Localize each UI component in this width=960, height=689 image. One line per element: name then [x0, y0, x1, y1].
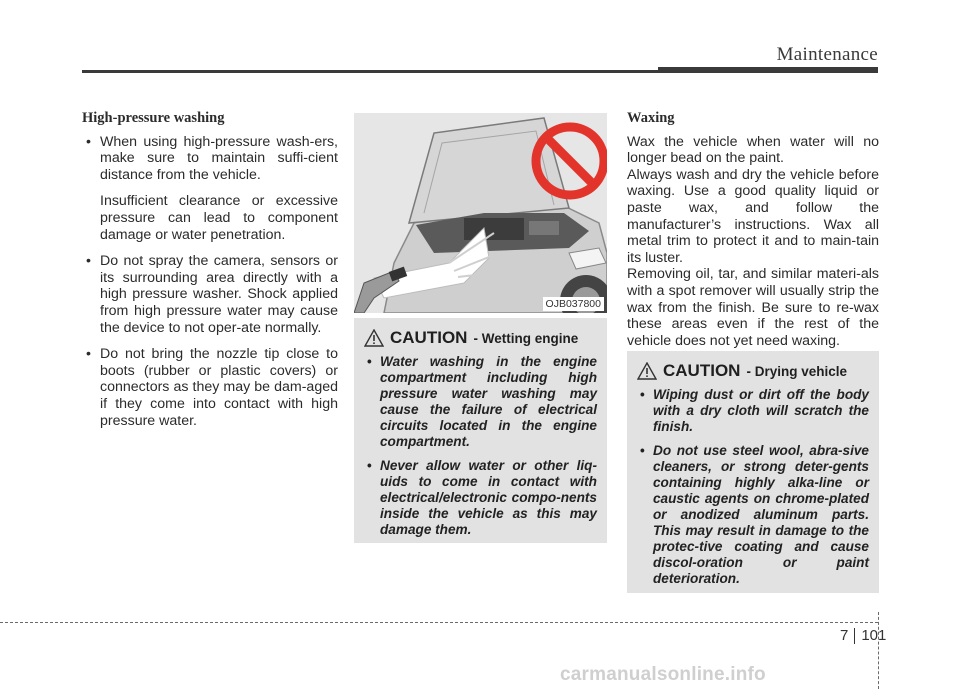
section-heading-waxing: Waxing — [627, 110, 675, 126]
bullet-paragraph: • Do not bring the nozzle tip close to boots (rubber or plastic covers) or connectors as they may be dam-aged if they come into contact with high pressure water. — [100, 346, 338, 429]
caution-label: CAUTION — [663, 361, 741, 380]
list-item — [82, 346, 338, 429]
section-heading-high-pressure: High-pressure washing — [82, 110, 225, 126]
list-item — [82, 253, 338, 336]
caution-label: CAUTION — [390, 328, 468, 347]
header-rule-thick — [658, 67, 878, 73]
figure-code: OJB037800 — [543, 297, 604, 311]
paragraph: Always wash and dry the vehicle before waxing. Use a good quality liquid or paste wax, and follow the manufacturer’s instructions. Wax all metal trim to protect it and to main-tain its luster. — [627, 166, 879, 266]
left-column — [82, 110, 338, 439]
warning-triangle-icon — [637, 362, 657, 380]
caution-list — [637, 387, 869, 587]
list-item: • Wiping dust or dirt off the body with a dry cloth will scratch the finish. — [637, 387, 869, 435]
caution-subtitle: - Drying vehicle — [746, 363, 847, 379]
caution-header — [637, 361, 869, 381]
warning-triangle-icon — [364, 329, 384, 347]
caution-subtitle: - Wetting engine — [473, 330, 579, 346]
footer-rule — [0, 622, 878, 623]
caution-box-drying-vehicle — [627, 351, 879, 593]
chapter-number: 7 — [840, 627, 849, 644]
list-item: • Never allow water or other liq-uids to come in contact with electrical/electronic compo-nents inside the vehicle as this may damage them. — [364, 458, 597, 538]
footer-divider — [878, 612, 879, 689]
header-rule — [82, 70, 658, 73]
high-pressure-list — [82, 134, 338, 430]
list-item: • Water washing in the engine compartment including high pressure water washing may cause the failure of electrical circuits located in the engine compartment. — [364, 354, 597, 450]
list-item: • Do not use steel wool, abra-sive cleaners, or strong deter-gents containing highly alka-line or caustic agents on chrome-plated or anodized aluminum parts. This may result in damage to the protec-tive coating and cause discol-oration or paint deterioration. — [637, 443, 869, 587]
page-number-separator — [854, 628, 855, 644]
caution-box-wetting-engine — [354, 318, 607, 543]
list-item — [82, 134, 338, 244]
bullet-paragraph: Insufficient clearance or excessive pressure can lead to component damage or water penetration. — [100, 193, 338, 243]
paragraph: Removing oil, tar, and similar materi-als with a spot remover will usually strip the wax from the finish. Be sure to re-wax these areas even if the rest of the vehicle does not yet need waxing. — [627, 266, 879, 349]
paragraph: Wax the vehicle when water will no longer bead on the paint. — [627, 133, 879, 167]
illustration-drawing — [354, 113, 607, 313]
bullet-paragraph: • When using high-pressure wash-ers, make sure to maintain suffi-cient distance from the vehicle. — [100, 133, 338, 183]
caution-header — [364, 328, 597, 348]
bullet-paragraph: • Do not spray the camera, sensors or its surrounding area directly with a high pressure washer. Shock applied from high pressure water may cause the device to not oper-ate normally. — [100, 253, 338, 336]
engine-washing-illustration — [354, 113, 607, 313]
page-number — [840, 627, 886, 644]
watermark: carmanualsonline.info — [560, 664, 766, 685]
header-title: Maintenance — [776, 44, 878, 65]
right-column — [627, 110, 879, 349]
page-number-value: 101 — [861, 627, 887, 644]
caution-list — [364, 354, 597, 538]
